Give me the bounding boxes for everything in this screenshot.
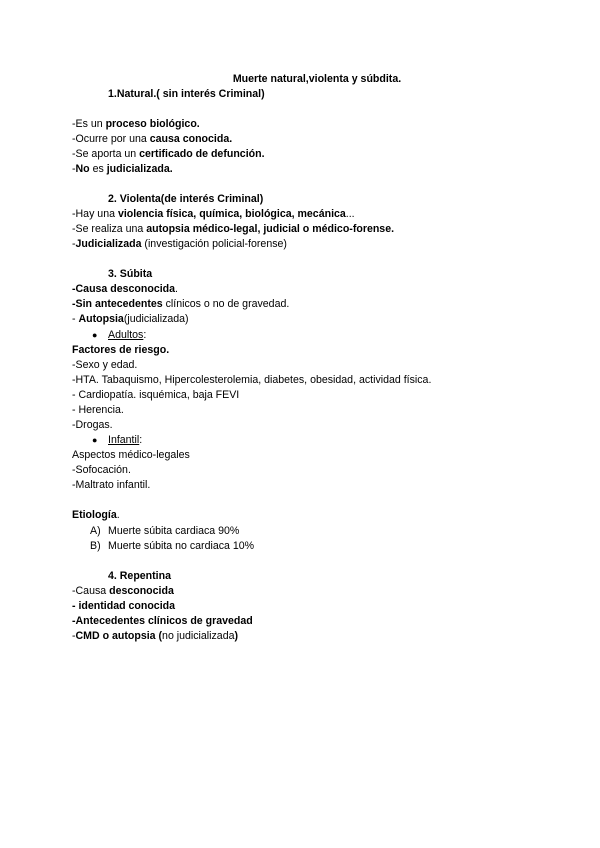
text: -Se aporta un [72, 148, 140, 160]
text: ... [345, 208, 355, 220]
natural-line-1 [72, 118, 200, 131]
bold-text: CMD o autopsia ( [75, 630, 163, 642]
section-heading-natural: 1.Natural.( sin interés Criminal) [108, 88, 265, 100]
section-heading-violenta: 2. Violenta(de interés Criminal) [108, 193, 264, 205]
factor-line-2: -HTA. Tabaquismo, Hipercolesterolemia, diabetes, obesidad, actividad física. [72, 374, 432, 386]
subita-line-1 [72, 283, 178, 296]
text: . [116, 509, 120, 521]
infantil-line-2: -Maltrato infantil. [72, 479, 151, 491]
bold-text: ) [234, 630, 239, 642]
bold-text: -Causa desconocida [72, 283, 176, 295]
factor-line-1: -Sexo y edad. [72, 359, 138, 371]
infantil-line-1: -Sofocación. [72, 464, 131, 476]
subita-line-2 [72, 298, 289, 311]
violenta-line-3 [72, 238, 287, 251]
bold-text: -Sin antecedentes [72, 298, 163, 310]
text: -Es un [72, 118, 106, 130]
factor-line-5: -Drogas. [72, 419, 113, 431]
bold-text: autopsia médico-legal, judicial o médico-forense. [146, 223, 395, 235]
list-marker: B) [90, 540, 101, 552]
bold-text: Judicializada [75, 238, 142, 250]
bold-text: causa conocida. [149, 133, 233, 145]
natural-line-4 [72, 163, 173, 176]
text: Muerte súbita cardiaca 90% [108, 525, 240, 537]
text: (judicializada) [123, 313, 189, 325]
bold-text: Etiología [72, 509, 117, 521]
repentina-line-1 [72, 585, 174, 598]
text: - [72, 630, 76, 642]
repentina-line-2: - identidad conocida [72, 600, 175, 612]
section-heading-repentina: 4. Repentina [108, 570, 171, 582]
text: -Hay una [72, 208, 118, 220]
bold-text: proceso biológico. [105, 118, 200, 130]
factor-line-3: - Cardiopatía. isquémica, baja FEVI [72, 389, 240, 401]
bullet-dot-icon: ● [92, 435, 98, 445]
text: no judicializada [162, 630, 235, 642]
section-heading-subita: 3. Súbita [108, 268, 153, 280]
violenta-line-2 [72, 223, 394, 236]
text: - [72, 313, 79, 325]
bold-text: desconocida [109, 585, 174, 597]
text: - [72, 238, 76, 250]
bold-text: No [75, 163, 90, 175]
bold-text: Autopsia [78, 313, 124, 325]
aspectos-line: Aspectos médico-legales [72, 449, 190, 461]
text: Muerte súbita no cardiaca 10% [108, 540, 255, 552]
repentina-line-4 [72, 630, 238, 643]
etiologia-heading [72, 509, 120, 522]
factor-line-4: - Herencia. [72, 404, 124, 416]
text: clínicos o no de gravedad. [162, 298, 290, 310]
bold-text: certificado de defunción. [139, 148, 265, 160]
bullet-infantil [92, 434, 142, 447]
text: -Causa [72, 585, 110, 597]
repentina-line-3: -Antecedentes clínicos de gravedad [72, 615, 253, 627]
bold-text: violencia física, química, biológica, mecánica [117, 208, 346, 220]
text: -Ocurre por una [72, 133, 150, 145]
text: - [72, 163, 76, 175]
text: : [143, 329, 147, 341]
text: (investigación policial-forense) [141, 238, 287, 250]
text: : [139, 434, 143, 446]
text: -Se realiza una [72, 223, 147, 235]
document-title: Muerte natural,violenta y súbdita. [232, 73, 402, 85]
adultos-label: Adultos [108, 329, 144, 341]
etiologia-item-a [90, 525, 239, 538]
infantil-label: Infantil [108, 434, 140, 446]
natural-line-3 [72, 148, 265, 161]
bullet-dot-icon: ● [92, 330, 98, 340]
natural-line-2 [72, 133, 232, 146]
bold-text: judicializada. [106, 163, 173, 175]
bullet-adultos [92, 329, 146, 342]
etiologia-item-b [90, 540, 254, 553]
text: es [89, 163, 107, 175]
factores-heading: Factores de riesgo. [72, 344, 170, 356]
subita-line-3 [72, 313, 189, 326]
text: . [175, 283, 178, 295]
list-marker: A) [90, 525, 101, 537]
violenta-line-1 [72, 208, 355, 221]
